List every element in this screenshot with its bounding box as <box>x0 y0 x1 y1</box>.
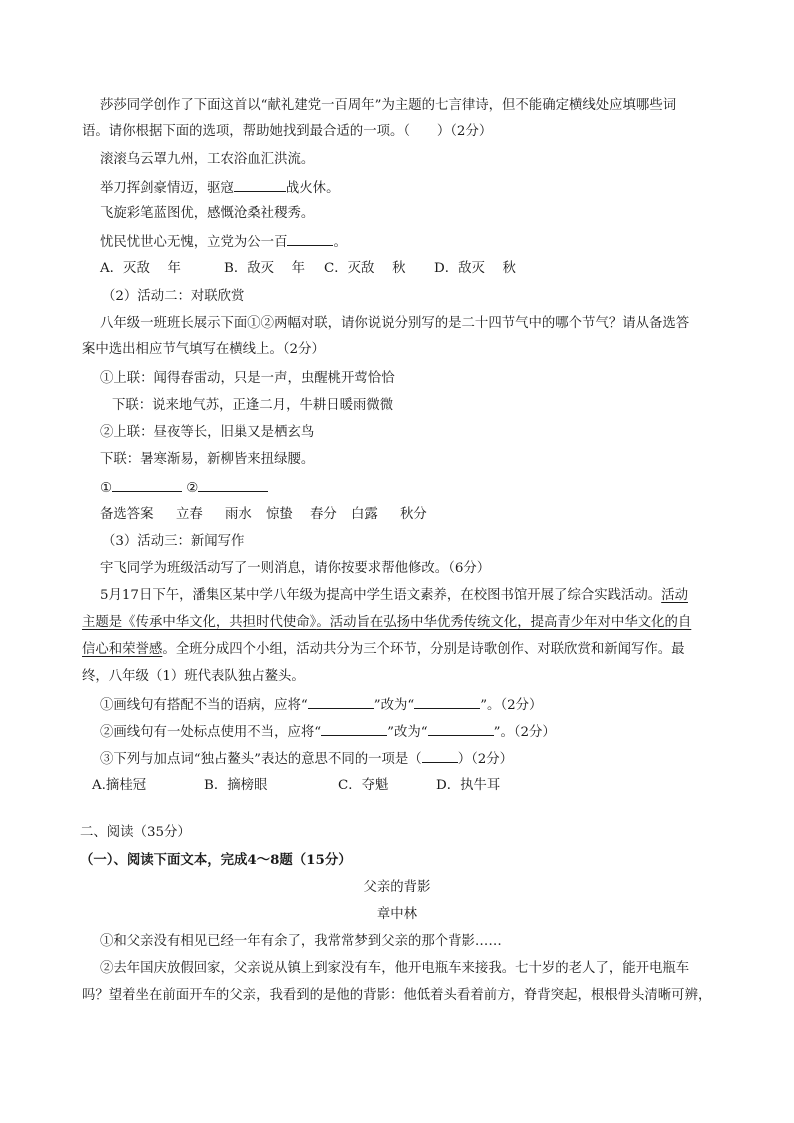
article-author: 章中林 <box>376 907 418 922</box>
news-line2 <box>82 614 691 632</box>
candidate-item[interactable]: 雨水 <box>225 507 252 522</box>
option-a[interactable]: A.摘桂冠 <box>92 778 147 793</box>
answer-blank[interactable] <box>234 178 286 192</box>
activity3-title: （3）活动三：新闻写作 <box>102 534 245 549</box>
option-d[interactable]: D．执牛耳 <box>436 778 501 793</box>
option-c[interactable]: C．夺魁 <box>338 778 389 793</box>
answer-blank[interactable] <box>422 749 458 763</box>
underlined-sentence: 活动 <box>661 588 688 603</box>
candidates-label: 备选答案 <box>100 507 154 522</box>
news-line4: 终，八年级（1）班代表队独占鳌头。 <box>82 669 305 684</box>
answer-blank[interactable] <box>321 722 387 736</box>
blank2-label: ② <box>186 481 199 496</box>
candidate-item[interactable]: 惊蛰 <box>266 507 293 522</box>
couplet-answers <box>100 478 268 498</box>
poem-line4 <box>100 232 347 252</box>
poem-line3: 飞旋彩笔蓝图优，感慨沧桑社稷秀。 <box>100 206 315 221</box>
option-a[interactable]: A．灭敌 年 <box>100 261 181 276</box>
couplet1-upper: ①上联：闻得春雷动，只是一声，虫醒桃开莺恰恰 <box>100 371 395 386</box>
candidate-item[interactable]: 秋分 <box>400 507 427 522</box>
couplet2-lower: 下联：暑寒渐易，新柳皆来扭绿腰。 <box>100 452 315 467</box>
subquestion-text: ）（2分） <box>457 752 514 767</box>
answer-blank[interactable] <box>308 695 374 709</box>
news-text: 5月17日下午，潘集区某中学八年级为提高中学生语文素养，在校图书馆开展了综合实践活动。 <box>100 588 662 603</box>
subquestion-text: ”改为“ <box>373 698 415 713</box>
poem-line2-tail: 战火休。 <box>285 181 340 196</box>
answer-blank[interactable] <box>428 722 494 736</box>
underlined-sentence: 。活动旨在弘扬中华优秀传统文化，提高青少年对中华文化的自 <box>316 615 692 630</box>
option-b[interactable]: B．摘榜眼 <box>204 778 268 793</box>
article-paragraph-2-line2: 吗？望着坐在前面开车的父亲，我看到的是他的背影：他低着头看着前方，脊背突起，根根骨头清晰可辨， <box>82 988 712 1003</box>
activity3-intro: 宇飞同学为班级活动写了一则消息，请你按要求帮他修改。（6分） <box>100 561 491 576</box>
underlined-sentence: 信心和荣誉感 <box>82 642 163 657</box>
option-b[interactable]: B．敌灭 年 <box>224 261 306 276</box>
poem-line4-text: 忧民忧世心无愧，立党为公一百 <box>100 235 288 250</box>
activity2-intro-line2: 案中选出相应节气填写在横线上。（2分） <box>82 342 325 357</box>
subquestion-3 <box>100 749 513 769</box>
candidate-item[interactable]: 春分 <box>310 507 337 522</box>
section-heading: 二、阅读（35分） <box>80 825 191 840</box>
blank1-label: ① <box>100 481 113 496</box>
subquestion-text: ③下列与加点词“独占鳌头”表达的意思不同的一项是（ <box>100 752 422 767</box>
subquestion-1 <box>100 695 542 715</box>
news-line1 <box>100 587 688 605</box>
subquestion-text: ②画线句有一处标点使用不当，应将“ <box>100 725 322 740</box>
q1-intro-line2: 语。请你根据下面的选项，帮助她找到最合适的一项。（ ）（2分） <box>82 124 493 139</box>
poem-line1: 滚滚乌云罩九州，工农浴血汇洪流。 <box>100 152 315 167</box>
couplet1-lower: 下联：说来地气苏，正逢二月，牛耕日暖雨微微 <box>112 398 394 413</box>
option-d[interactable]: D．敌灭 秋 <box>434 261 516 276</box>
option-c[interactable]: C．灭敌 秋 <box>324 261 406 276</box>
subquestion-text: ”改为“ <box>387 725 428 740</box>
candidate-item[interactable]: 立春 <box>176 507 203 522</box>
subquestion-2 <box>100 722 556 742</box>
poem-line4-tail: 。 <box>333 235 347 250</box>
activity2-intro-line1: 八年级一班班长展示下面①②两幅对联，请你说说分别写的是二十四节气中的哪个节气？请从备选答 <box>100 316 690 331</box>
subquestion-text: ”。（2分） <box>480 698 543 713</box>
article-paragraph-1: ①和父亲没有相见已经一年有余了，我常常梦到父亲的那个背影…… <box>100 934 502 949</box>
news-line3 <box>82 641 685 659</box>
news-text: 。全班分成四个小组，活动共分为三个环节，分别是诗歌创作、对联欣赏和新闻写作。最 <box>162 642 685 657</box>
subquestion-text: ”。（2分） <box>493 725 556 740</box>
poem-line2-text: 举刀挥剑豪情迈，驱寇 <box>100 181 234 196</box>
answer-blank[interactable] <box>414 695 480 709</box>
poem-line2 <box>100 178 339 198</box>
subquestion-text: ①画线句有搭配不当的语病，应将“ <box>100 698 308 713</box>
activity2-title: （2）活动二：对联欣赏 <box>102 289 245 304</box>
couplet2-upper: ②上联：昼夜等长，旧巢又是栖玄鸟 <box>100 425 315 440</box>
candidate-item[interactable]: 白露 <box>351 507 378 522</box>
answer-blank[interactable] <box>287 232 333 246</box>
article-paragraph-2-line1: ②去年国庆放假回家，父亲说从镇上到家没有车，他开电瓶车来接我。七十岁的老人了，能开电瓶车 <box>100 961 690 976</box>
underlined-sentence: 主题是《传承中华文化，共担时代使命》 <box>82 615 317 630</box>
answer-blank-2[interactable] <box>198 478 268 492</box>
answer-blank-1[interactable] <box>112 478 182 492</box>
q1-intro-line1: 莎莎同学创作了下面这首以“献礼建党一百周年”为主题的七言律诗，但不能确定横线处应填哪些词 <box>100 98 677 113</box>
article-title: 父亲的背影 <box>363 880 431 895</box>
reading-part-heading: （一）、阅读下面文本，完成4～8题（15分） <box>80 852 352 868</box>
